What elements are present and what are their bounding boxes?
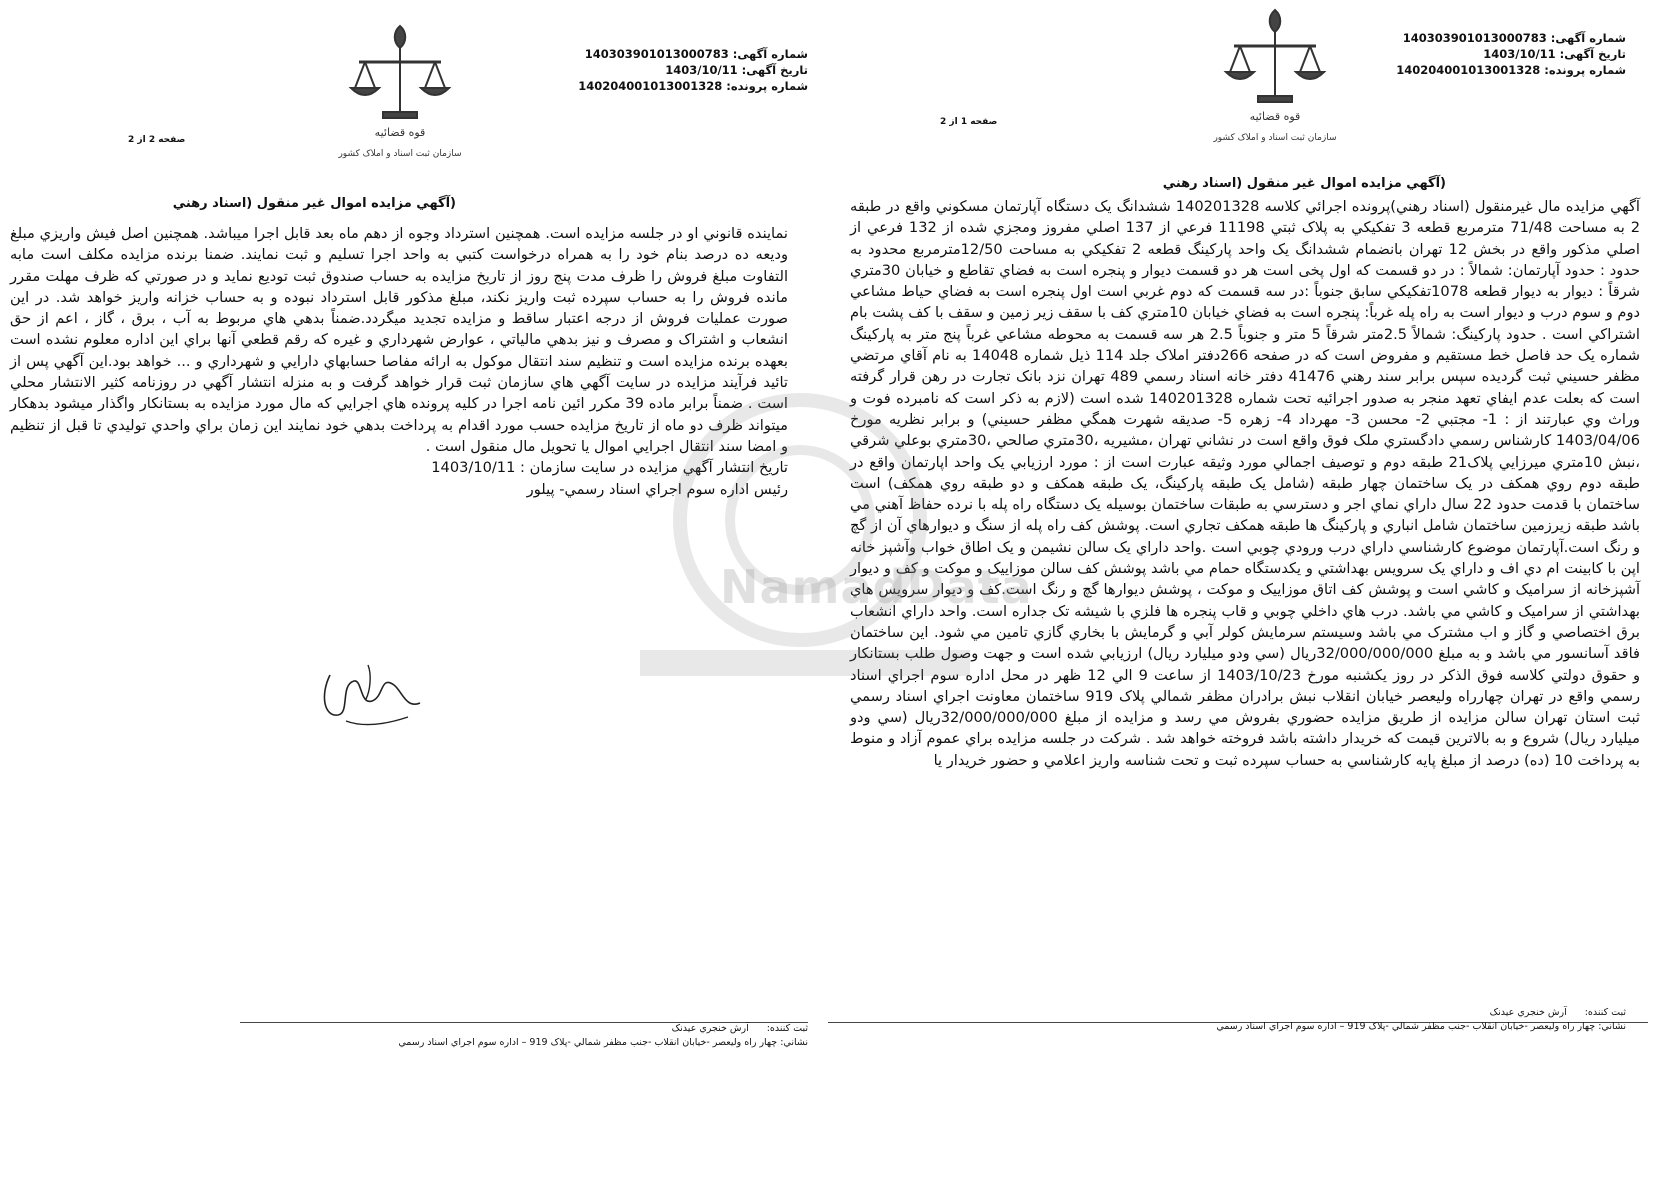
ad-body-text [10,223,788,500]
case-number-label: شماره پرونده: [1544,63,1626,77]
ad-date-label: تاریخ آگهی: [741,63,808,77]
ad-date: 1403/10/11 [665,63,738,77]
chief-signature-line: رئيس اداره سوم اجراي اسناد رسمي- پيلور [526,480,788,498]
address: چهار راه وليعصر -خيابان انقلاب -جنب مظفر شمالي -پلاک 919 – اداره سوم اجراي اسناد رسمي [1216,1021,1596,1032]
registrar-name: آرش خنجري عيدنک [671,1023,749,1034]
registrar-label: ثبت کننده: [1584,1007,1626,1018]
judiciary-emblem-icon [1210,2,1340,152]
registrar-name: آرش خنجري عيدنک [1489,1007,1567,1018]
publish-date-label: تاريخ انتشار آگهي مزايده در سايت سازمان : [520,459,788,477]
ad-meta [578,46,808,94]
case-number: 140204001013001328 [578,79,723,93]
registration-org-label: سازمان ثبت اسناد و املاک کشور [1213,133,1337,143]
address: چهار راه وليعصر -خيابان انقلاب -جنب مظفر شمالي -پلاک 919 – اداره سوم اجراي اسناد رسمي [398,1037,778,1048]
case-number: 140204001013001328 [1396,63,1541,77]
registrar-label: ثبت کننده: [766,1023,808,1034]
watermark-brand: NamadData [720,560,1033,614]
case-number-label: شماره پرونده: [726,79,808,93]
address-label: نشاني: [780,1037,808,1048]
ad-meta [1396,30,1626,78]
ad-body-paragraph: نماينده قانوني او در جلسه مزايده است. همچنين استرداد وجوه از دهم ماه بعد قابل اجرا ميباشد. همچنين اصل فيش واريزي مبلغ وديعه ده درصد بنام خود را به همراه درخواست کتبي به واحد اجرا تسليم و ثبت نمايند. ضمنا برنده مزايده مکلف است مابه التفاوت مبلغ فروش را ظرف مدت پنج روز از تاريخ مزايده به حساب صندوق ثبت توديع نمايد و در صورتي که ظرف مهلت مقرر مانده فروش را به حساب سپرده ثبت واريز نکند، مبلغ مذکور قابل استرداد نبوده و به حساب خزانه واريز خواهد شد. در اين صورت عمليات فروش از درجه اعتبار ساقط و مزايده تجديد ميگردد.ضمناً بدهي هاي مربوط به آب ، برق ، گاز ، اعم از حق انشعاب و اشتراک و مصرف و نيز بدهي مالياتي ، عوارض شهرداري و غيره که رقم قطعي آنها براي اين اداره معلوم نشده است بعهده برنده مزايده است و تنظيم سند انتقال موکول به ارائه مفاصا حسابهاي دارايي و شهرداري و ... خواهد بود.اين آگهي پس از تائيد فرآيند مزايده در سايت آگهي هاي سازمان ثبت قرار خواهد گرفت و به منزله انتشار آگهي در روزنامه کثير الانتشار محلي است . ضمناً برابر ماده 39 مکرر ائين نامه اجرا در کليه پرونده هاي اجرايي که مال مورد مزايده به بستانکار واگذار ميشود بدهکار ميتواند ظرف دو ماه از تاريخ مزايده حسب مورد اقدام به پرداخت بدهي خود نمايند اين زمان براي واحدي توليدي تا قبل از تنظيم و امضا سند انتقال اجرايي اموال يا تحويل مال منقول است . [10,225,788,455]
ad-title: (آگهي مزايده اموال غير منقول (اسناد رهني [1162,176,1446,191]
judiciary-label: قوه قضائیه [374,126,426,139]
ad-footer [398,1022,808,1050]
handwritten-signature-icon [310,655,430,735]
judiciary-emblem-icon [335,18,465,168]
page-number: صفحه 1 از 2 [940,117,998,127]
address-label: نشاني: [1598,1021,1626,1032]
ad-footer [1216,1006,1626,1034]
judiciary-label: قوه قضائیه [1249,110,1301,123]
ad-number-label: شماره آگهی: [732,47,808,61]
ad-number: 140303901013000783 [1402,31,1547,45]
ad-date-label: تاریخ آگهی: [1559,47,1626,61]
ad-date: 1403/10/11 [1483,47,1556,61]
publish-date: 1403/10/11 [431,459,516,477]
ad-body-text: آگهي مزايده مال غيرمنقول (اسناد رهني)پرونده اجرائي کلاسه 140201328 ششدانگ يک دستگاه آپارتمان مسکوني واقع در طبقه 2 به مساحت 71/48 مترمربع قطعه 3 تفکيکي به پلاک ثبتي 11198 فرعي از 137 اصلي مفروز ومجزي شده از 132 فرعي از اصلي مذکور واقع در بخش 12 تهران بانضمام ششدانگ يک واحد پارکينگ قطعه 2 تفکيکي به مساحت 12/50مترمربع محدود به حدود : حدود آپارتمان: شمالاً : در دو قسمت که اول پخی است هر دو قسمت ديوار و پنجره است به فضاي تقاطع و خيابان 30متري شرقاً : ديوار به ديوار قطعه 1078تفکيکي سابق جنوباً :در سه قسمت که دوم غربي است اول پنجره است به فضاي حياط مشاعي دوم و سوم درب و ديوار است به راه پله غرباً: پنجره است به فضاي خيابان 10متري کف با سقف زير زمين و سقف با کف پشت بام اشتراکي است . حدود پارکينگ: شمالاً 2.5متر شرقاً 5 متر و جنوباً 2.5 هر سه قسمت به محوطه مشاعي غرباً پنج متر به پارکينگ شماره يک حد فاصل خط مستقيم و مفروض است که در صفحه 266دفتر املاک جلد 114 ذيل شماره 14048 به نام آقاي مرتضي مظفر حسيني ثبت گرديده سپس برابر سند رهني 41476 دفتر خانه اسناد رسمي 489 تهران نزد بانک تجارت در رهن قرار گرفته است که بعلت عدم ايفاي تعهد منجر به صدور اجرائيه تحت شماره 140201328 شده است (لازم به ذکر است که نامبرده فوت و وراث وي عبارتند از : 1- مجتبي 2- محسن 3- مهرداد 4- زهره 5- صديقه شهرت همگي مظفر حسيني) و برابر نظريه مورخ 1403/04/06 کارشناس رسمي دادگستري ملک فوق واقع است در نشاني تهران ،مشيريه ،30متري صالحي ،30متري بوعلي شرقي ،نبش 10متري ميرزايي پلاک21 طبقه دوم و توصيف اجمالي مورد وثيقه عبارت است از : مورد ارزيابي يک واحد اپارتمان واقع در طبقه دوم روي همکف در يک ساختمان چهار طبقه (شامل يک طبقه پارکينگ، يک طبقه همکف و دو طبقه روي همکف) است ساختمان با قدمت حدود 22 سال داراي نماي اجر و دسترسي به طبقات ساختمان بوسيله يک دستگاه راه پله با نرده حفاظ آهني مي باشد طبقه زيرزمين ساختمان شامل انباري و پارکينگ ها طبقه همکف تجاري است. پوشش کف راه پله از سنگ و ديوارهاي آن از گچ و رنگ است.آپارتمان موضوع کارشناسي داراي درب ورودي چوبي است .واحد داراي يک سالن نشيمن و يک اطاق خواب وآشپز خانه اپن با کابينت ام دي اف و داراي يک سرويس بهداشتي و يکدستگاه حمام مي باشد پوشش کف سالن موزاييک و موکت و کف و ديوار آشپزخانه از سراميک و کاشي است و پوشش کف اتاق موزاييک و موکت ، پوشش ديوارها گچ و رنگ است.کف و ديوار سرويس هاي بهداشتي از سراميک و کاشي مي باشد. درب هاي داخلي چوبي و قاب پنجره ها فلزي با شيشه تک جداره است. واحد داراي انشعاب برق اختصاصي و گاز و اب مشترک مي باشد وسيستم سرمايش کولر آبي و گرمايش با بخاري گازي تامين مي شود. اين ساختمان فاقد آسانسور مي باشد و به مبلغ 32/000/000/000ريال (سي ودو ميليارد ريال) ارزيابي شده است و جهت وصول طلب بستانکار و حقوق دولتي کلاسه فوق الذکر در روز يکشنبه مورخ 1403/10/23 از ساعت 9 الي 12 ظهر در محل اداره سوم اجراي اسناد رسمي واقع در تهران چهارراه وليعصر خيابان انقلاب نبش برادران مظفر شمالي پلاک 919 ساختمان معاونت اجراي اسناد رسمي ثبت استان تهران سالن مزايده از طريق مزايده حضوري بفروش مي رسد و مزايده از مبلغ 32/000/000/000ريال (سي ودو ميليارد ريال) شروع و به بالاترين قيمت که خريدار داشته باشد فروخته خواهد شد . شرکت در جلسه مزايده براي عموم آزاد و منوط به پرداخت 10 (ده) درصد از مبلغ پايه کارشناسي به حساب سپرده ثبت و تحت شناسه واريز اعلامي و حضور خريدار يا [850,198,1641,769]
ad-title: (آگهي مزايده اموال غير منقول (اسناد رهني [172,196,456,211]
page-number: صفحه 2 از 2 [128,135,186,145]
ad-number-label: شماره آگهی: [1550,31,1626,45]
registration-org-label: سازمان ثبت اسناد و املاک کشور [338,149,462,159]
ad-number: 140303901013000783 [584,47,729,61]
